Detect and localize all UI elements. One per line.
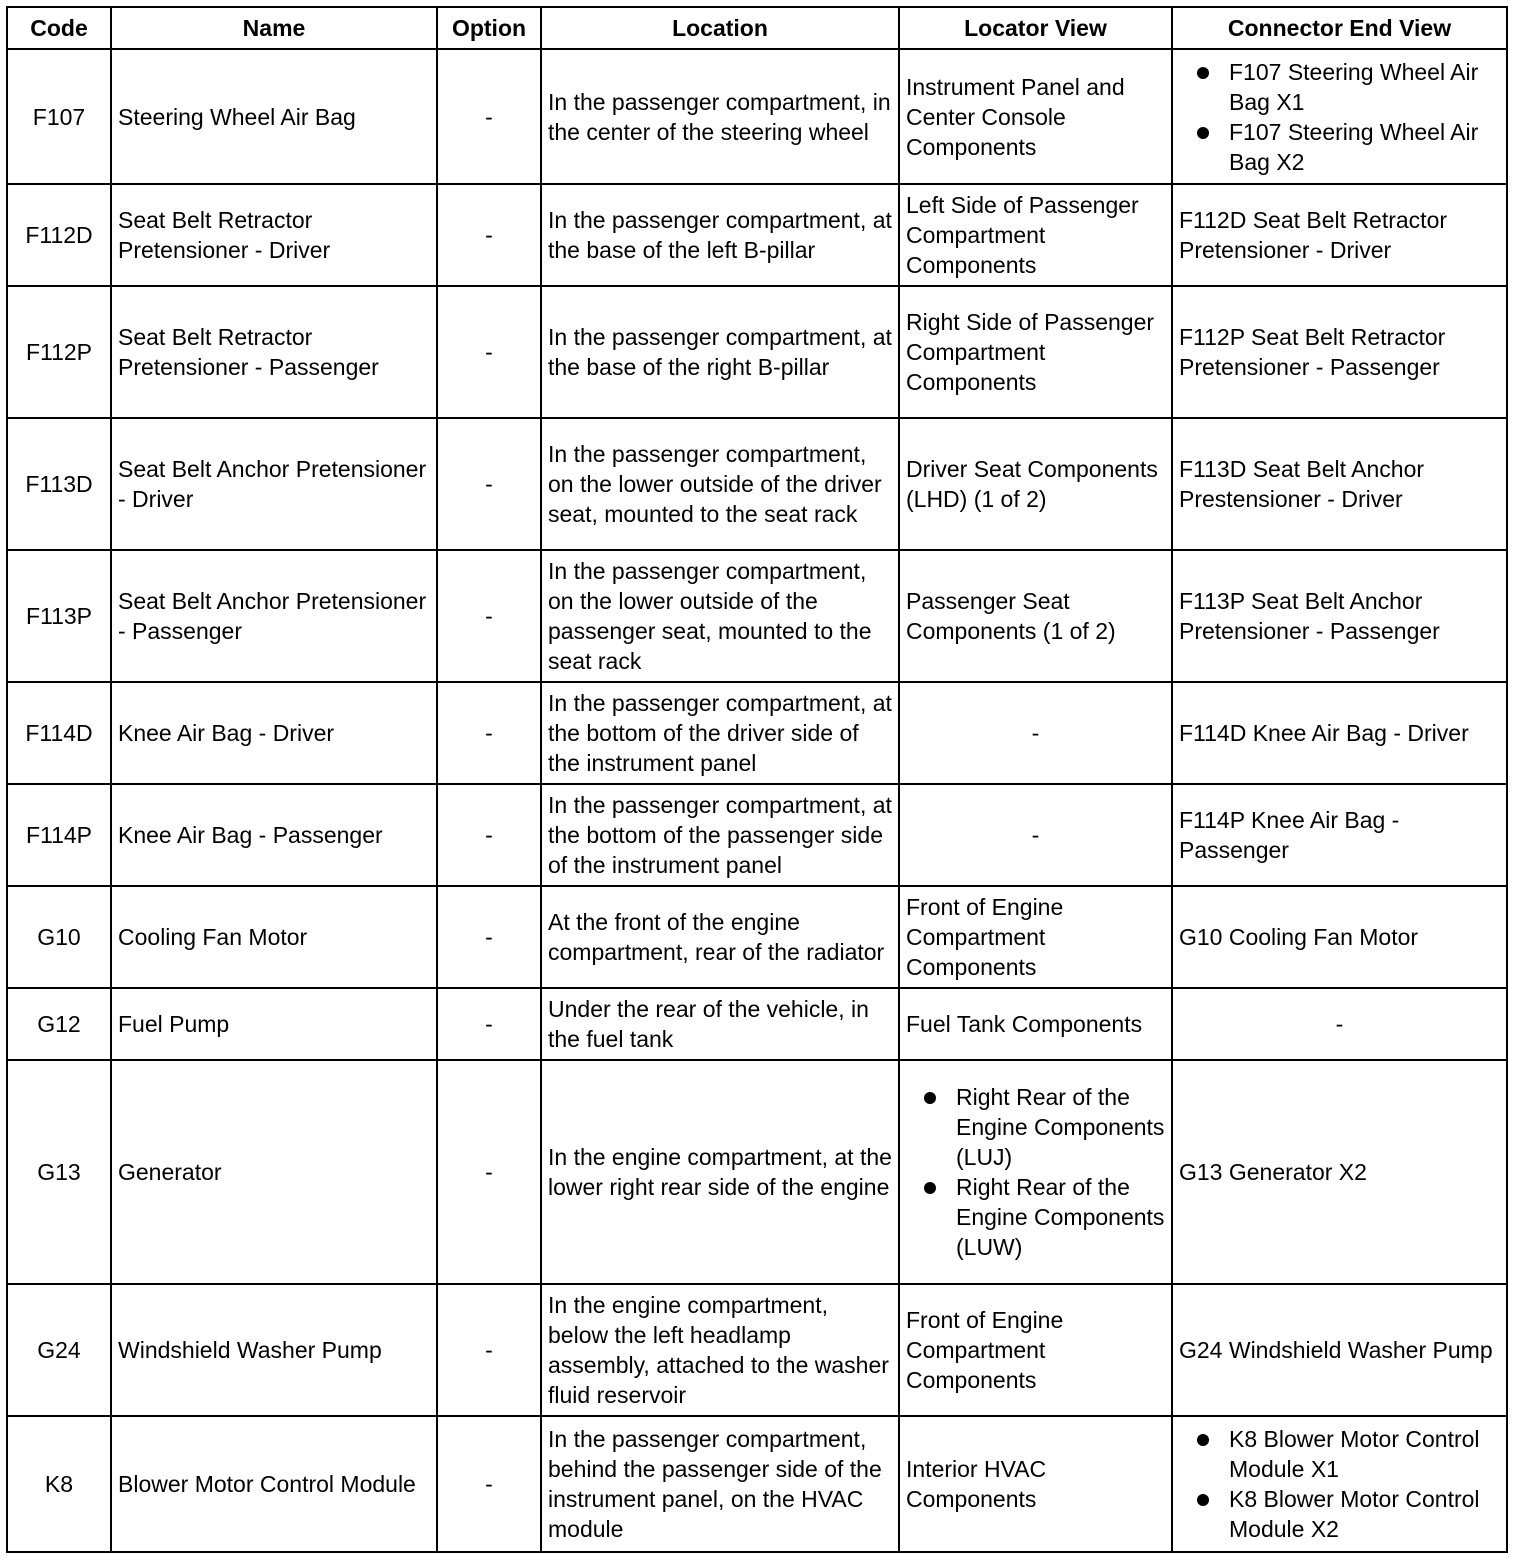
header-row [7, 7, 1507, 49]
cell-code: F112P [7, 286, 111, 418]
table-row [7, 184, 1507, 286]
cell-location: In the engine compartment, at the lower right rear side of the engine [541, 1060, 899, 1284]
table-row [7, 988, 1507, 1060]
table-row [7, 286, 1507, 418]
cell-connector-end-view: F114D Knee Air Bag - Driver [1172, 682, 1507, 784]
cell-locator-view: Driver Seat Components (LHD) (1 of 2) [899, 418, 1172, 550]
cell-locator-view: - [899, 682, 1172, 784]
table-row [7, 682, 1507, 784]
table-row [7, 1060, 1507, 1284]
cell-name: Cooling Fan Motor [111, 886, 437, 988]
cell-code: F114P [7, 784, 111, 886]
connector-end-view-list-item: K8 Blower Motor Control Module X2 [1179, 1484, 1500, 1544]
cell-location: In the passenger compartment, on the lower outside of the driver seat, mounted to the seat rack [541, 418, 899, 550]
cell-name: Knee Air Bag - Passenger [111, 784, 437, 886]
cell-name: Steering Wheel Air Bag [111, 49, 437, 184]
cell-name: Windshield Washer Pump [111, 1284, 437, 1416]
cell-location: In the engine compartment, below the left headlamp assembly, attached to the washer fluid reservoir [541, 1284, 899, 1416]
cell-option: - [437, 988, 541, 1060]
table-row [7, 886, 1507, 988]
cell-option: - [437, 886, 541, 988]
cell-name: Generator [111, 1060, 437, 1284]
cell-location: At the front of the engine compartment, rear of the radiator [541, 886, 899, 988]
cell-code: F107 [7, 49, 111, 184]
cell-connector-end-view: F113D Seat Belt Anchor Prestensioner - Driver [1172, 418, 1507, 550]
cell-option: - [437, 784, 541, 886]
cell-name: Fuel Pump [111, 988, 437, 1060]
cell-option: - [437, 418, 541, 550]
connector-end-view-list-item: F107 Steering Wheel Air Bag X1 [1179, 57, 1500, 117]
cell-option: - [437, 49, 541, 184]
cell-location: In the passenger compartment, behind the passenger side of the instrument panel, on the HVAC module [541, 1416, 899, 1552]
cell-connector-end-view: G24 Windshield Washer Pump [1172, 1284, 1507, 1416]
cell-connector-end-view: G10 Cooling Fan Motor [1172, 886, 1507, 988]
cell-locator-view: Left Side of Passenger Compartment Components [899, 184, 1172, 286]
table-row [7, 49, 1507, 184]
cell-option: - [437, 682, 541, 784]
table-row [7, 418, 1507, 550]
cell-locator-view: Fuel Tank Components [899, 988, 1172, 1060]
cell-code: F114D [7, 682, 111, 784]
connector-end-view-list [1179, 57, 1500, 177]
cell-locator-view: Passenger Seat Components (1 of 2) [899, 550, 1172, 682]
cell-name: Seat Belt Retractor Pretensioner - Passenger [111, 286, 437, 418]
cell-option: - [437, 184, 541, 286]
cell-location: Under the rear of the vehicle, in the fuel tank [541, 988, 899, 1060]
cell-location: In the passenger compartment, at the bottom of the passenger side of the instrument panel [541, 784, 899, 886]
cell-locator-view: Right Side of Passenger Compartment Components [899, 286, 1172, 418]
connector-end-view-list-item: K8 Blower Motor Control Module X1 [1179, 1424, 1500, 1484]
cell-name: Seat Belt Retractor Pretensioner - Driver [111, 184, 437, 286]
cell-connector-end-view: F112D Seat Belt Retractor Pretensioner - Driver [1172, 184, 1507, 286]
locator-view-list-item: Right Rear of the Engine Components (LUW) [906, 1172, 1165, 1262]
cell-name: Seat Belt Anchor Pretensioner - Driver [111, 418, 437, 550]
component-locator-table [6, 6, 1508, 1553]
cell-locator-view: Interior HVAC Components [899, 1416, 1172, 1552]
connector-end-view-list [1179, 1424, 1500, 1544]
cell-code: F112D [7, 184, 111, 286]
cell-locator-view: Instrument Panel and Center Console Components [899, 49, 1172, 184]
cell-code: G10 [7, 886, 111, 988]
cell-location: In the passenger compartment, at the bottom of the driver side of the instrument panel [541, 682, 899, 784]
cell-connector-end-view [1172, 1416, 1507, 1552]
connector-end-view-list-item: F107 Steering Wheel Air Bag X2 [1179, 117, 1500, 177]
header-location: Location [541, 7, 899, 49]
locator-view-list [906, 1082, 1165, 1262]
cell-location: In the passenger compartment, in the center of the steering wheel [541, 49, 899, 184]
cell-name: Knee Air Bag - Driver [111, 682, 437, 784]
cell-code: F113D [7, 418, 111, 550]
table-row [7, 550, 1507, 682]
cell-option: - [437, 1060, 541, 1284]
cell-connector-end-view: F114P Knee Air Bag - Passenger [1172, 784, 1507, 886]
header-option: Option [437, 7, 541, 49]
table-row [7, 1416, 1507, 1552]
cell-locator-view: - [899, 784, 1172, 886]
cell-code: G13 [7, 1060, 111, 1284]
cell-location: In the passenger compartment, on the lower outside of the passenger seat, mounted to the seat rack [541, 550, 899, 682]
cell-code: F113P [7, 550, 111, 682]
header-locator-view: Locator View [899, 7, 1172, 49]
cell-name: Blower Motor Control Module [111, 1416, 437, 1552]
cell-option: - [437, 1284, 541, 1416]
cell-connector-end-view: G13 Generator X2 [1172, 1060, 1507, 1284]
cell-location: In the passenger compartment, at the base of the left B-pillar [541, 184, 899, 286]
cell-code: G12 [7, 988, 111, 1060]
cell-code: K8 [7, 1416, 111, 1552]
table-row [7, 1284, 1507, 1416]
cell-locator-view [899, 1060, 1172, 1284]
cell-location: In the passenger compartment, at the base of the right B-pillar [541, 286, 899, 418]
header-code: Code [7, 7, 111, 49]
locator-view-list-item: Right Rear of the Engine Components (LUJ) [906, 1082, 1165, 1172]
cell-option: - [437, 550, 541, 682]
header-name: Name [111, 7, 437, 49]
cell-connector-end-view [1172, 49, 1507, 184]
table-row [7, 784, 1507, 886]
cell-name: Seat Belt Anchor Pretensioner - Passenger [111, 550, 437, 682]
cell-locator-view: Front of Engine Compartment Components [899, 886, 1172, 988]
cell-option: - [437, 1416, 541, 1552]
cell-connector-end-view: F113P Seat Belt Anchor Pretensioner - Passenger [1172, 550, 1507, 682]
cell-locator-view: Front of Engine Compartment Components [899, 1284, 1172, 1416]
header-connector-end-view: Connector End View [1172, 7, 1507, 49]
cell-connector-end-view: - [1172, 988, 1507, 1060]
cell-option: - [437, 286, 541, 418]
cell-connector-end-view: F112P Seat Belt Retractor Pretensioner - Passenger [1172, 286, 1507, 418]
cell-code: G24 [7, 1284, 111, 1416]
